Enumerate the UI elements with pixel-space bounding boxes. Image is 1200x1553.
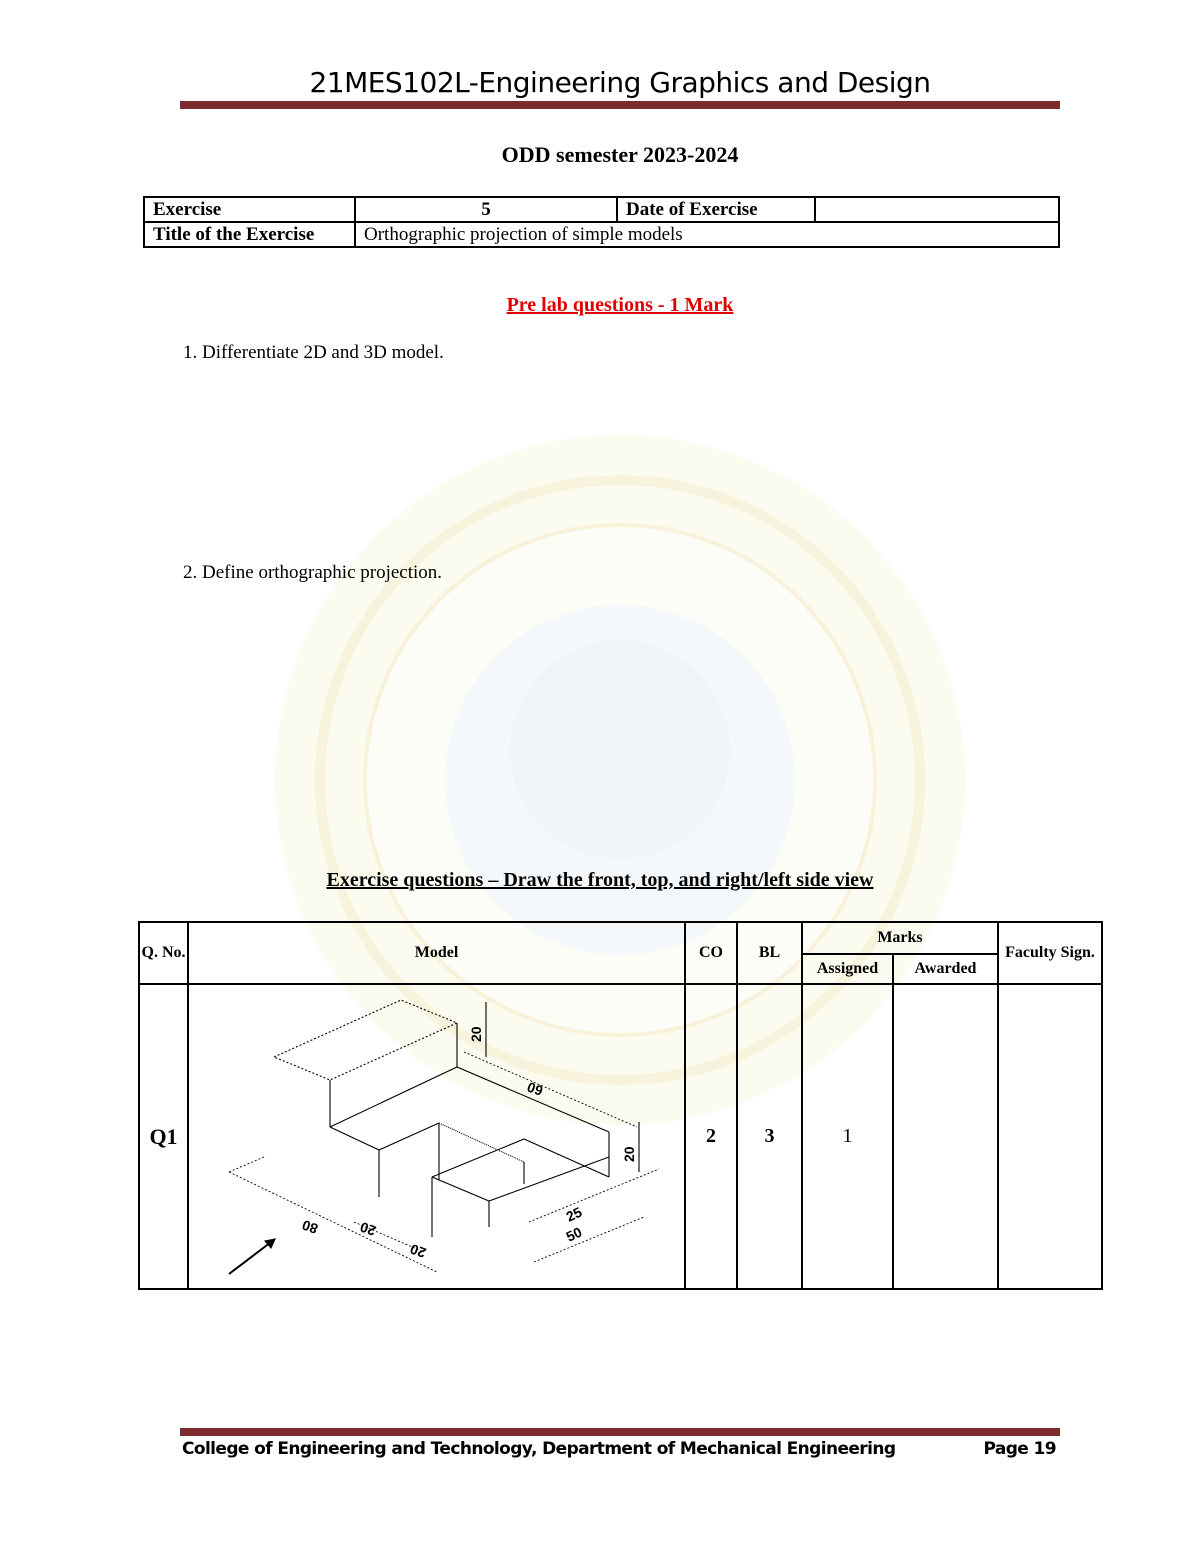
row-assigned: 1 — [802, 984, 893, 1289]
document-header-title: 21MES102L-Engineering Graphics and Design — [309, 66, 931, 99]
semester-label: ODD semester 2023-2024 — [501, 142, 739, 167]
dim-label: 50 — [563, 1223, 585, 1245]
dim-label: 20 — [468, 1025, 484, 1042]
row-awarded — [893, 984, 998, 1289]
model-drawing-cell — [188, 984, 685, 1289]
isometric-model-drawing — [189, 987, 684, 1287]
prelab-question-1: 1. Differentiate 2D and 3D model. — [183, 342, 444, 363]
dim-label: 20 — [407, 1240, 429, 1261]
row-co: 2 — [685, 984, 737, 1289]
page-number: Page 19 — [983, 1439, 1056, 1459]
date-label: Date of Exercise — [617, 197, 815, 222]
header-rule — [180, 101, 1060, 109]
exercise-title: Orthographic projection of simple models — [355, 222, 1059, 247]
exercise-info-table — [143, 196, 1060, 248]
col-co: CO — [685, 922, 737, 984]
footer-rule — [180, 1428, 1060, 1436]
col-bl: BL — [737, 922, 802, 984]
title-label: Title of the Exercise — [144, 222, 355, 247]
col-awarded: Awarded — [893, 954, 998, 984]
dim-label: 20 — [357, 1218, 379, 1239]
footer — [182, 1439, 1060, 1459]
dim-label: 80 — [299, 1216, 321, 1237]
exercise-questions-table — [138, 921, 1103, 1290]
row-bl: 3 — [737, 984, 802, 1289]
col-marks: Marks — [802, 922, 998, 954]
prelab-heading: Pre lab questions - 1 Mark — [506, 294, 734, 316]
table-row — [139, 984, 1102, 1289]
dim-label: 25 — [563, 1203, 585, 1225]
prelab-question-2: 2. Define orthographic projection. — [183, 562, 443, 583]
col-qno: Q. No. — [139, 922, 188, 984]
footer-college: College of Engineering and Technology, Department of Mechanical Engineering — [182, 1439, 896, 1459]
col-assigned: Assigned — [802, 954, 893, 984]
row-faculty-sign — [998, 984, 1102, 1289]
col-model: Model — [188, 922, 685, 984]
dim-label: 60 — [524, 1078, 546, 1099]
exercise-label: Exercise — [144, 197, 355, 222]
date-value — [815, 197, 1059, 222]
row-qno: Q1 — [139, 984, 188, 1289]
exercise-number: 5 — [355, 197, 617, 222]
col-faculty-sign: Faculty Sign. — [998, 922, 1102, 984]
exercise-heading: Exercise questions – Draw the front, top, and right/left side view — [326, 869, 874, 891]
dim-label: 20 — [621, 1145, 637, 1162]
